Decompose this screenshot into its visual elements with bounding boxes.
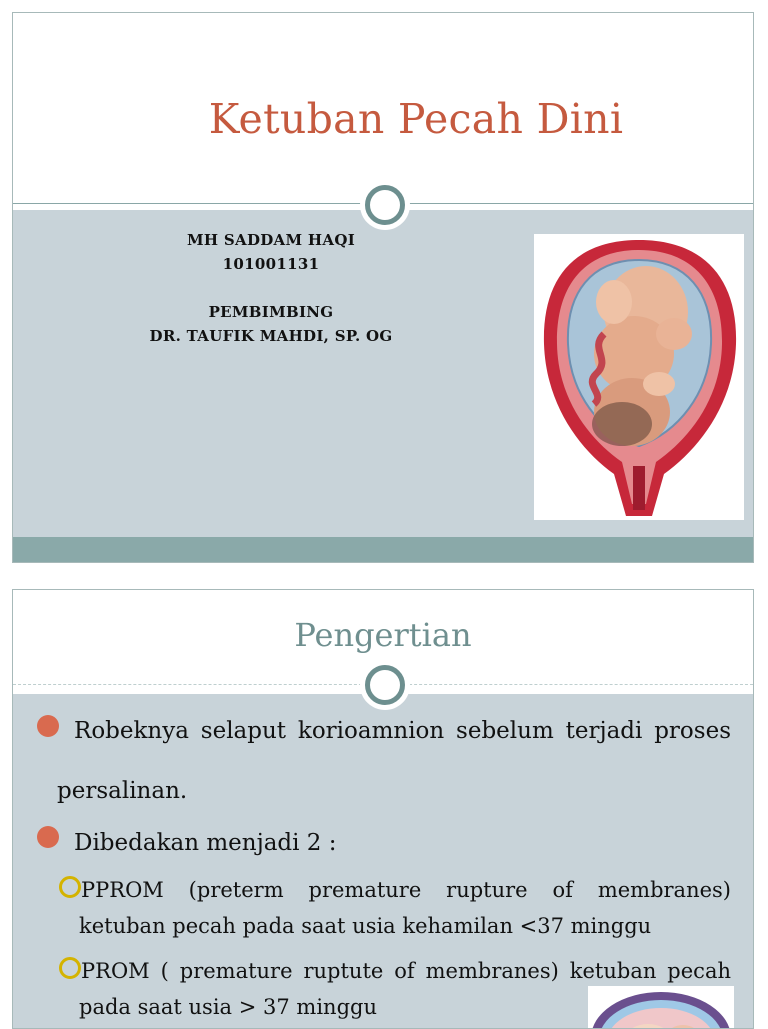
slide-title: Ketuban Pecah Dini — [208, 95, 624, 143]
author-name: MH SADDAM HAQI — [186, 231, 356, 249]
bullet-1-line-1: Robeknya selaput korioamnion sebelum terjadi proses — [74, 718, 731, 744]
sub-bullet-ring-icon — [59, 876, 81, 898]
bullet-2-text: Dibedakan menjadi 2 : — [74, 830, 337, 856]
sub-bullet-1-line-1: PPROM (preterm premature rupture of membranes) — [81, 878, 731, 902]
advisor-name: DR. TAUFIK MAHDI, SP. OG — [149, 327, 393, 345]
sub-bullet-2-line-1: PROM ( premature ruptute of membranes) ketuban pecah — [81, 959, 731, 983]
bullet-1-line-2: persalinan. — [57, 778, 188, 804]
sub-bullet-1-line-2: ketuban pecah pada saat usia kehamilan <37 minggu — [79, 914, 652, 938]
author-id: 101001131 — [222, 255, 320, 273]
sub-bullet-ring-icon — [59, 957, 81, 979]
circle-ornament-icon — [365, 185, 405, 225]
footer-band — [13, 537, 753, 563]
circle-ornament-icon — [365, 665, 405, 705]
sub-bullet-2-line-2: pada saat usia > 37 minggu — [79, 995, 377, 1019]
bullet-dot-icon — [37, 826, 59, 848]
author-block — [135, 228, 407, 348]
uterus-thumbnail — [588, 986, 734, 1029]
bullet-dot-icon — [37, 715, 59, 737]
uterus-thumbnail-icon — [588, 986, 734, 1029]
title-slide — [12, 12, 754, 563]
fetus-uterus-icon — [534, 234, 744, 520]
slide-title: Pengertian — [294, 616, 472, 654]
fetus-illustration — [534, 234, 744, 520]
definition-slide — [12, 589, 754, 1029]
advisor-label: PEMBIMBING — [208, 303, 334, 321]
